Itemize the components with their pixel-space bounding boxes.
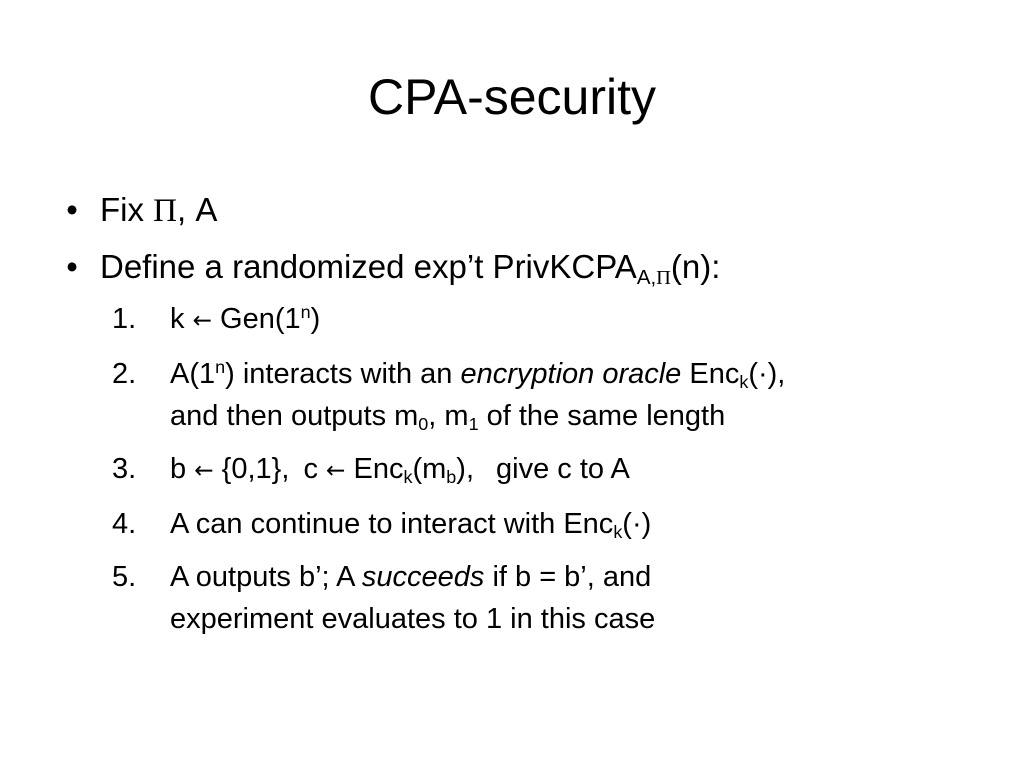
step-5-line-1 <box>170 556 990 598</box>
step-1-line <box>170 303 320 335</box>
enc-args: (·) <box>622 508 652 540</box>
bit-set: {0,1}, <box>213 453 290 485</box>
step-number: 3. <box>112 453 137 485</box>
bullet-marker: • <box>66 191 78 228</box>
m-close: ), <box>456 453 474 485</box>
step-4-line <box>170 508 652 543</box>
subscript-0: 0 <box>418 414 429 435</box>
step-number: 4. <box>112 508 137 540</box>
subscript-b: b <box>446 467 457 488</box>
gen-call: Gen(1 <box>212 303 301 335</box>
succeeds-term: succeeds <box>361 561 485 593</box>
bullet-marker: • <box>66 248 78 285</box>
left-arrow-icon: ← <box>194 457 214 484</box>
step-number: 2. <box>112 358 137 390</box>
pi-symbol: Π <box>153 193 178 229</box>
bullet-define-experiment <box>60 242 990 292</box>
var-k: k <box>170 303 193 335</box>
enc-label: Enc <box>345 453 404 485</box>
step-2 <box>112 353 990 437</box>
experiment-steps <box>112 298 990 640</box>
close-paren: ) <box>310 303 321 335</box>
enc-label: Enc <box>681 358 740 390</box>
slide-body <box>60 185 990 651</box>
give-c-text: give c to A <box>496 453 630 485</box>
step-3-line <box>170 453 630 488</box>
subscript-a-pi <box>637 266 671 289</box>
m-open: (m <box>412 453 447 485</box>
left-arrow-icon: ← <box>192 307 212 334</box>
left-arrow-icon: ← <box>326 457 346 484</box>
step-5-line-2: experiment evaluates to 1 in this case <box>170 603 656 635</box>
step-number: 5. <box>112 561 137 593</box>
bullet-text-fix: Fix <box>100 191 154 228</box>
superscript-n: n <box>300 302 311 323</box>
pi-symbol: Π <box>656 266 671 289</box>
step-3 <box>112 448 990 492</box>
bullet-text-a: , A <box>177 191 218 228</box>
comma-m: , m <box>428 400 469 432</box>
enc-args: (·), <box>748 358 786 390</box>
adversary-call: A(1 <box>170 358 216 390</box>
subscript-k: k <box>403 467 413 488</box>
superscript-n: n <box>215 357 226 378</box>
subscript-k: k <box>613 522 623 543</box>
subscript-a: A, <box>636 265 657 289</box>
step-1 <box>112 298 990 342</box>
encryption-oracle-term: encryption oracle <box>460 358 682 390</box>
subscript-1: 1 <box>468 414 479 435</box>
step-4 <box>112 503 990 545</box>
step-2-line-1 <box>170 353 990 395</box>
step-2-line-2 <box>170 395 990 437</box>
bullet-text-define: Define a randomized exp’t PrivKCPA <box>100 248 637 285</box>
var-b: b <box>170 453 195 485</box>
var-c: c <box>303 453 326 485</box>
step-number: 1. <box>112 303 137 335</box>
step-5-condition: if b = b’, and <box>484 561 652 593</box>
step-5-text: A outputs b’; A <box>170 561 362 593</box>
subscript-k: k <box>739 372 749 393</box>
same-length-text: of the same length <box>478 400 726 432</box>
slide-title: CPA-security <box>367 69 656 125</box>
step-4-text: A can continue to interact with Enc <box>170 508 614 540</box>
step-5 <box>112 556 990 640</box>
bullet-fix-pi-a <box>60 185 990 236</box>
step-2-text: ) interacts with an <box>225 358 461 390</box>
outputs-text: and then outputs m <box>170 400 419 432</box>
bullet-text-n: (n): <box>670 248 721 285</box>
